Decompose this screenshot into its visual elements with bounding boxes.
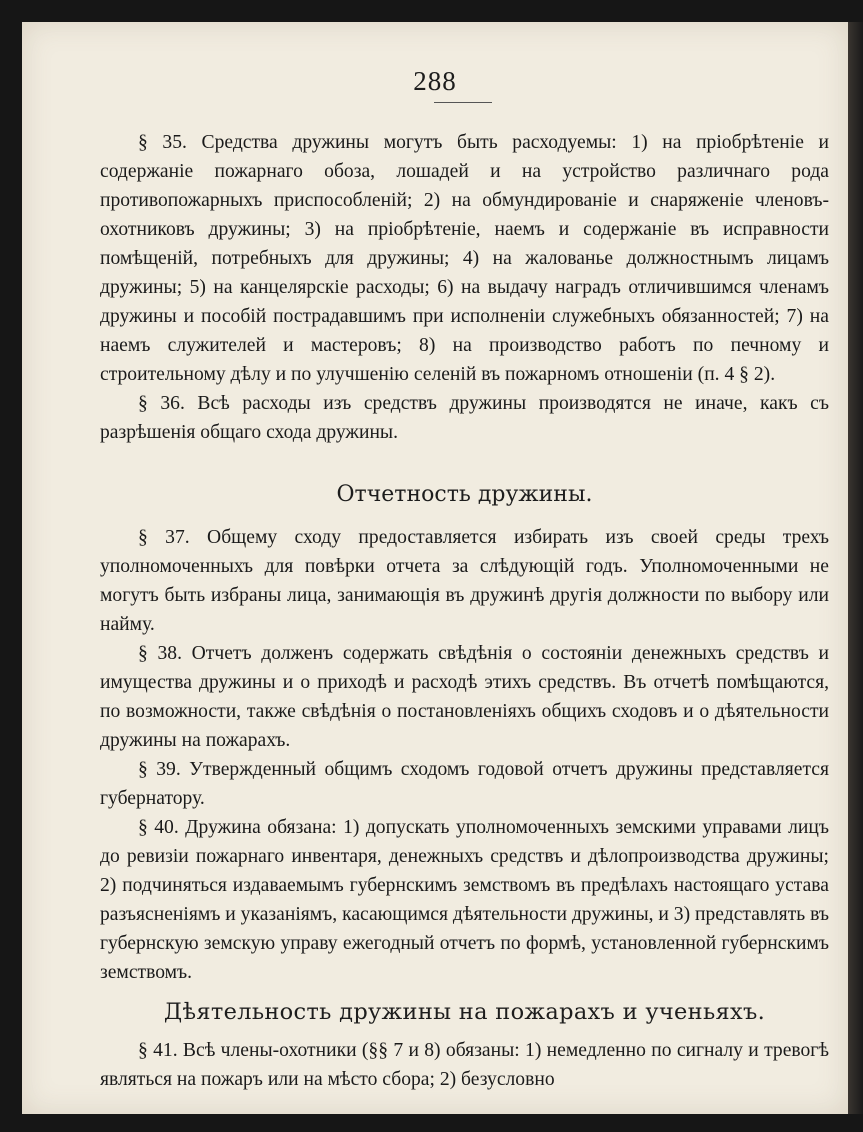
page-number: 288 (413, 66, 457, 96)
section-heading-reporting: Отчетность дружины. (336, 482, 593, 507)
page-body (100, 128, 829, 1094)
section-heading-fire-activity: Дѣятельность дружины на пожарахъ и ученьяхъ. (163, 999, 766, 1025)
page-edge-shadow (848, 22, 863, 1114)
paragraph-39: § 39. Утвержденный общимъ сходомъ годовой отчетъ дружины представляется губернатору. (100, 759, 829, 809)
book-page (22, 22, 848, 1114)
paragraph-40: § 40. Дружина обязана: 1) допускать уполномоченныхъ земскими управами лицъ до ревизіи пожарнаго инвентаря, денежныхъ средствъ и дѣлопроизводства дружины; 2) подчиняться издаваемымъ губернскимъ земствомъ въ предѣлахъ настоящаго устава разъясненіямъ и указаніямъ, касающимся дѣятельности дружины, и 3) представлять въ губернскую земскую управу ежегодный отчетъ по формѣ, установленной губернскимъ земствомъ. (100, 817, 829, 983)
paragraph-36: § 36. Всѣ расходы изъ средствъ дружины производятся не иначе, какъ съ разрѣшенія общаго схода дружины. (100, 393, 829, 443)
paragraph-35: § 35. Средства дружины могутъ быть расходуемы: 1) на пріобрѣтеніе и содержаніе пожарнаго обоза, лошадей и на устройство различнаго рода противопожарныхъ приспособленій; 2) на обмундированіе и снаряженіе членовъ-охотниковъ дружины; 3) на пріобрѣтеніе, наемъ и содержаніе въ исправности помѣщеній, потребныхъ для дружины; 4) на жалованье должностнымъ лицамъ дружины; 5) на канцелярскіе расходы; 6) на выдачу наградъ отличившимся членамъ дружины и пособій пострадавшимъ при исполненіи служебныхъ обязанностей; 7) на наемъ служителей и мастеровъ; 8) на производство работъ по печному и строительному дѣлу и по улучшенію селеній въ пожарномъ отношеніи (п. 4 § 2). (100, 132, 829, 385)
paragraph-41: § 41. Всѣ члены-охотники (§§ 7 и 8) обязаны: 1) немедленно по сигналу и тревогѣ являться на пожаръ или на мѣсто сбора; 2) безусловно (100, 1040, 829, 1090)
paragraph-37: § 37. Общему сходу предоставляется избирать изъ своей среды трехъ уполномоченныхъ для повѣрки отчета за слѣдующій годъ. Уполномоченными не могутъ быть избраны лица, занимающія въ дружинѣ другія должности по выбору или найму. (100, 527, 829, 635)
page-number-underline (434, 102, 492, 103)
paragraph-38: § 38. Отчетъ долженъ содержать свѣдѣнія о состояніи денежныхъ средствъ и имущества дружины и о приходѣ и расходѣ этихъ средствъ. Въ отчетѣ помѣщаются, по возможности, также свѣдѣнія о постановленіяхъ общихъ сходовъ и о дѣятельности дружины на пожарахъ. (100, 643, 829, 751)
